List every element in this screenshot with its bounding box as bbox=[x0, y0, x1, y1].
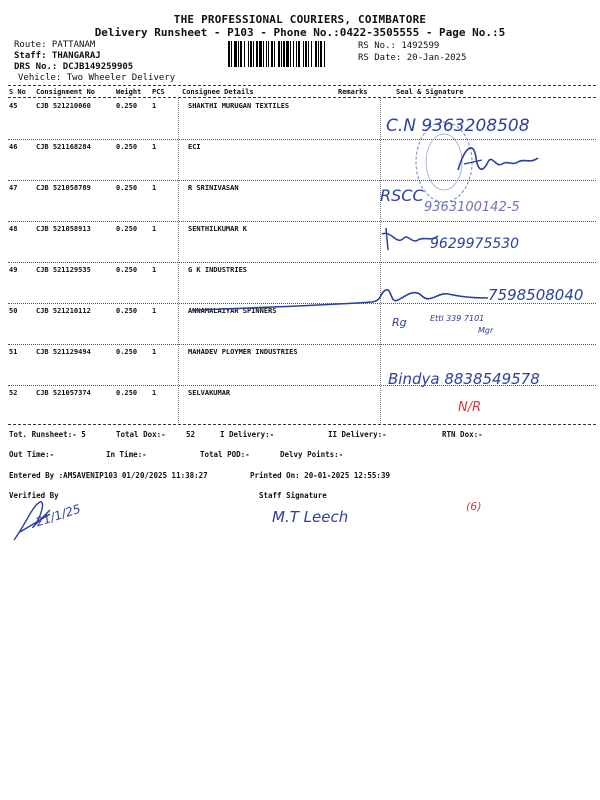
header-top-rule bbox=[8, 85, 596, 86]
rs-date: RS Date: 20-Jan-2025 bbox=[358, 53, 467, 63]
total-dox-label: Total Dox:- bbox=[116, 430, 166, 439]
barcode-bar bbox=[259, 41, 262, 67]
row-pcs: 1 bbox=[152, 348, 157, 356]
col-consignment: Consignment No bbox=[36, 88, 96, 96]
barcode-bar bbox=[296, 41, 297, 67]
handwritten-phone-45: C.N 9363208508 bbox=[386, 116, 530, 136]
delvy-points: Delvy Points:- bbox=[280, 450, 344, 459]
total-dox-value: 52 bbox=[186, 430, 196, 439]
col-pcs: PCS bbox=[152, 88, 165, 96]
row-consignment: CJB 521057374 bbox=[36, 389, 91, 397]
route-text: Route: PATTANAM bbox=[14, 40, 96, 50]
handwritten-phone-47: 9363100142-5 bbox=[424, 200, 520, 215]
handwritten-phone-50: 7598508040 bbox=[488, 286, 584, 304]
row-consignee: MAHADEV PLOYMER INDUSTRIES bbox=[188, 348, 298, 356]
row-pcs: 1 bbox=[152, 266, 157, 274]
barcode-image bbox=[228, 41, 354, 67]
signature-scribble-50 bbox=[192, 284, 492, 314]
col-weight: Weight bbox=[116, 88, 142, 96]
page-mark: (6) bbox=[466, 500, 482, 513]
barcode-bar bbox=[266, 41, 267, 67]
in-time: In Time:- bbox=[106, 450, 147, 459]
handwritten-phone-48: 9629975530 bbox=[430, 236, 520, 252]
barcode-bar bbox=[305, 41, 307, 67]
row-sno: 51 bbox=[9, 348, 18, 356]
row-consignee: SHAKTHI MURUGAN TEXTILES bbox=[188, 102, 290, 110]
barcode-bar bbox=[228, 41, 230, 67]
handwritten-ext-50: Ettl 339 7101 bbox=[430, 314, 485, 323]
barcode-bar bbox=[268, 41, 269, 67]
signature-scribble-46 bbox=[452, 140, 544, 178]
row-consignee: G K INDUSTRIES bbox=[188, 266, 248, 274]
barcode-bar bbox=[308, 41, 309, 67]
col-seal-signature: Seal & Signature bbox=[396, 88, 464, 96]
out-time: Out Time:- bbox=[9, 450, 55, 459]
row-weight: 0.250 bbox=[116, 307, 138, 315]
staff-signature-label: Staff Signature bbox=[259, 491, 327, 500]
barcode-bar bbox=[290, 41, 291, 67]
row-sno: 47 bbox=[9, 184, 18, 192]
row-pcs: 1 bbox=[152, 389, 157, 397]
company-title: THE PROFESSIONAL COURIERS, COIMBATORE bbox=[173, 13, 427, 26]
rtn-dox: RTN Dox:- bbox=[442, 430, 483, 439]
row-sno: 52 bbox=[9, 389, 18, 397]
barcode-bar bbox=[281, 41, 282, 67]
row-consignment: CJB 521129494 bbox=[36, 348, 91, 356]
col-consignee: Consignee Details bbox=[182, 88, 254, 96]
col-remarks: Remarks bbox=[338, 88, 368, 96]
barcode-bar bbox=[283, 41, 285, 67]
row-consignee: SENTHILKUMAR K bbox=[188, 225, 248, 233]
header-bottom-rule bbox=[8, 97, 596, 98]
barcode-bar bbox=[320, 41, 322, 67]
verified-by-label: Verified By bbox=[9, 491, 59, 500]
barcode-bar bbox=[303, 41, 304, 67]
total-runsheet: Tot. Runsheet:- 5 bbox=[9, 430, 86, 439]
row-consignment: CJB 521058789 bbox=[36, 184, 91, 192]
row-consignee: R SRINIVASAN bbox=[188, 184, 239, 192]
barcode-bar bbox=[256, 41, 258, 67]
handwritten-mgr-50: Mgr bbox=[478, 326, 494, 335]
barcode-bar bbox=[253, 41, 254, 67]
row-pcs: 1 bbox=[152, 102, 157, 110]
barcode-bar bbox=[293, 41, 294, 67]
i-delivery: I Delivery:- bbox=[220, 430, 275, 439]
row-separator bbox=[8, 221, 596, 222]
ii-delivery: II Delivery:- bbox=[328, 430, 387, 439]
vehicle-text: Vehicle: Two Wheeler Delivery bbox=[18, 73, 176, 83]
row-consignment: CJB 521168284 bbox=[36, 143, 91, 151]
handwritten-initials-50: Rg bbox=[392, 316, 407, 329]
verified-date: 21/1/25 bbox=[34, 501, 83, 530]
barcode-bar bbox=[263, 41, 264, 67]
signature-divider bbox=[380, 97, 381, 425]
barcode-bar bbox=[244, 41, 245, 67]
row-weight: 0.250 bbox=[116, 225, 138, 233]
row-sno: 50 bbox=[9, 307, 18, 315]
rs-number: RS No.: 1492599 bbox=[358, 41, 440, 51]
row-pcs: 1 bbox=[152, 225, 157, 233]
table-bottom-rule bbox=[8, 424, 596, 425]
row-pcs: 1 bbox=[152, 184, 157, 192]
barcode-bar bbox=[298, 41, 300, 67]
drs-number: DRS No.: DCJB149259905 bbox=[14, 62, 134, 72]
barcode-bar bbox=[318, 41, 319, 67]
row-weight: 0.250 bbox=[116, 184, 138, 192]
row-sno: 46 bbox=[9, 143, 18, 151]
handwritten-nr-52: N/R bbox=[458, 400, 482, 415]
runsheet-subtitle: Delivery Runsheet - P103 - Phone No.:0422-3505555 - Page No.:5 bbox=[94, 26, 506, 39]
row-separator bbox=[8, 262, 596, 263]
barcode-bar bbox=[271, 41, 273, 67]
barcode-bar bbox=[240, 41, 242, 67]
row-consignee: ANNAMALAIYAR SPINNERS bbox=[188, 307, 277, 315]
consignee-divider bbox=[178, 97, 179, 425]
row-weight: 0.250 bbox=[116, 102, 138, 110]
barcode-bar bbox=[250, 41, 252, 67]
row-weight: 0.250 bbox=[116, 389, 138, 397]
col-sno: S No bbox=[9, 88, 26, 96]
staff-signature-handwritten: M.T Leech bbox=[272, 508, 349, 526]
barcode-bar bbox=[278, 41, 280, 67]
row-separator bbox=[8, 344, 596, 345]
barcode-bar bbox=[274, 41, 275, 67]
handwritten-rsccc-47: RSCC bbox=[380, 186, 424, 205]
entered-by: Entered By :AMSAVENIP103 01/20/2025 11:38:27 bbox=[9, 471, 208, 480]
row-separator bbox=[8, 180, 596, 181]
row-consignee: ECI bbox=[188, 143, 201, 151]
row-weight: 0.250 bbox=[116, 266, 138, 274]
barcode-bar bbox=[248, 41, 249, 67]
row-pcs: 1 bbox=[152, 307, 157, 315]
total-pod: Total POD:- bbox=[200, 450, 250, 459]
row-weight: 0.250 bbox=[116, 143, 138, 151]
row-pcs: 1 bbox=[152, 143, 157, 151]
barcode-bar bbox=[315, 41, 317, 67]
row-sno: 45 bbox=[9, 102, 18, 110]
row-consignment: CJB 521210112 bbox=[36, 307, 91, 315]
row-consignment: CJB 521129535 bbox=[36, 266, 91, 274]
staff-text: Staff: THANGARAJ bbox=[14, 51, 101, 61]
barcode-bar bbox=[231, 41, 232, 67]
handwritten-bindya-51: Bindya 8838549578 bbox=[388, 370, 540, 388]
row-consignment: CJB 521058913 bbox=[36, 225, 91, 233]
barcode-bar bbox=[286, 41, 289, 67]
barcode-bar bbox=[234, 41, 237, 67]
barcode-bar bbox=[311, 41, 312, 67]
row-sno: 49 bbox=[9, 266, 18, 274]
row-consignment: CJB 521210060 bbox=[36, 102, 91, 110]
row-sno: 48 bbox=[9, 225, 18, 233]
row-consignee: SELVAKUMAR bbox=[188, 389, 231, 397]
barcode-bar bbox=[238, 41, 239, 67]
barcode-bar bbox=[324, 41, 325, 67]
row-weight: 0.250 bbox=[116, 348, 138, 356]
printed-on: Printed On: 20-01-2025 12:55:39 bbox=[250, 471, 390, 480]
